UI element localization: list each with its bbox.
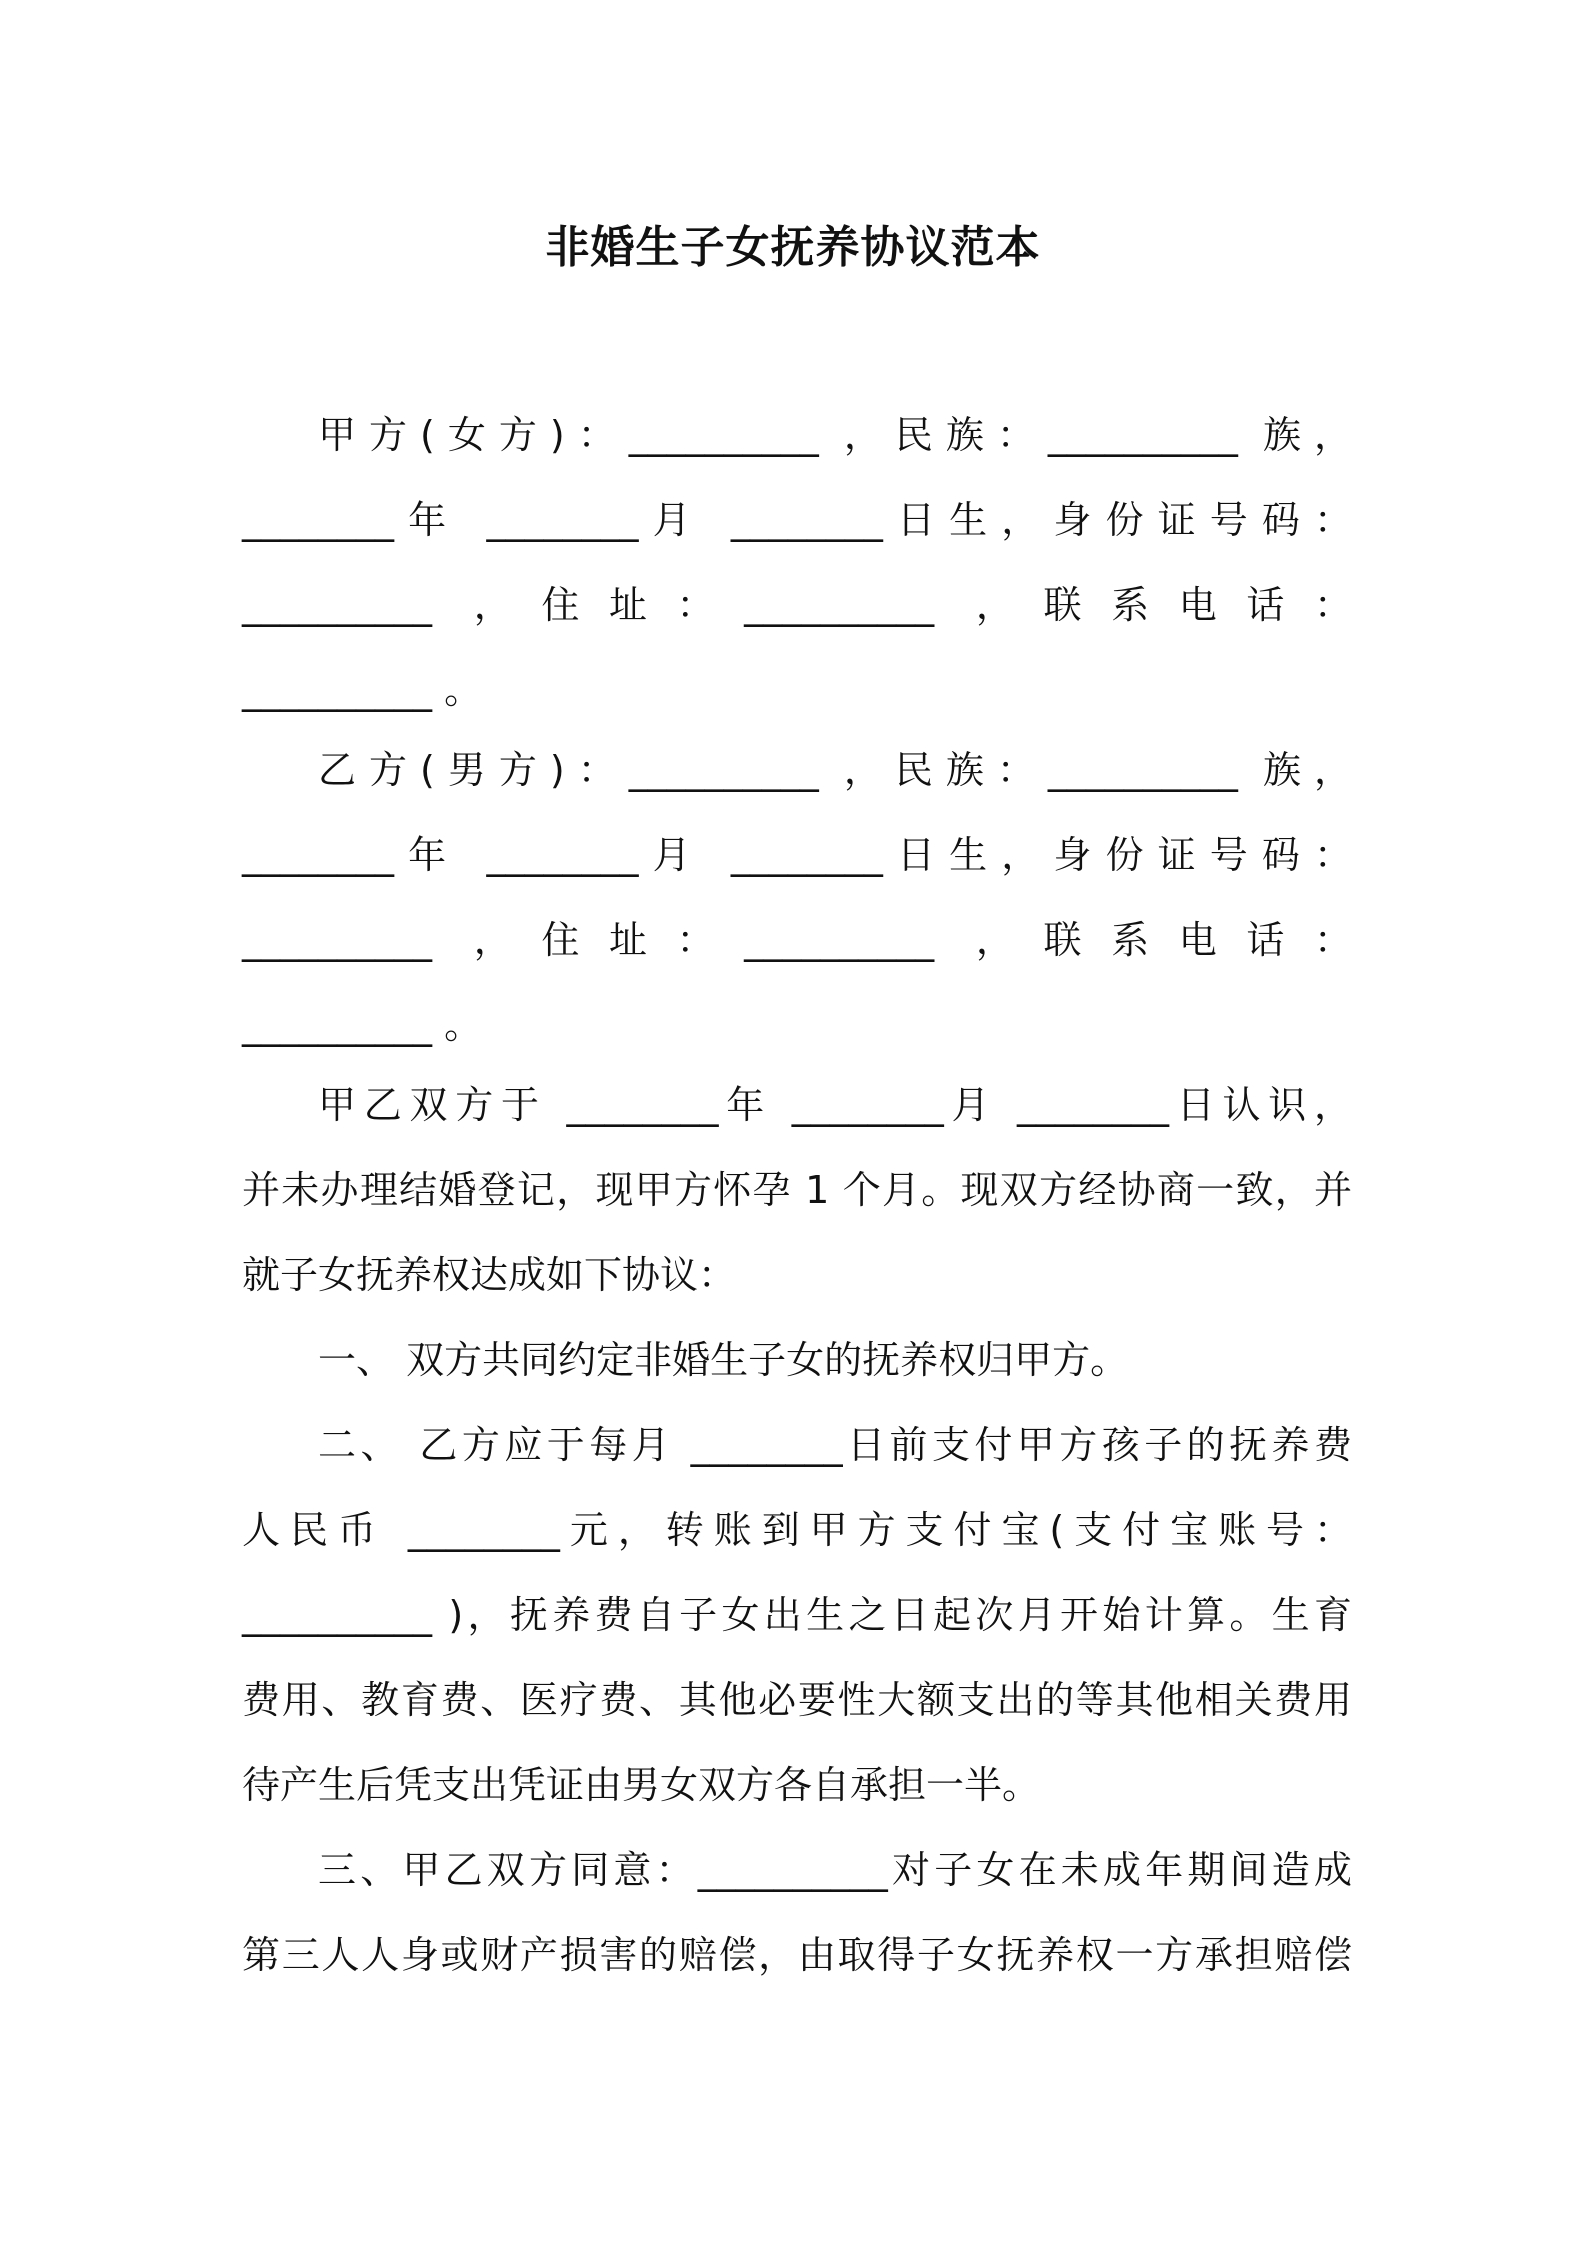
clause-2-line-5: 待产生后凭支出凭证由男女双方各自承担一半。 <box>242 1763 1041 1807</box>
clause-2-line-4: 费用、教育费、医疗费、其他必要性大额支出的等其他相关费用 <box>242 1678 1352 1722</box>
document-title: 非婚生子女抚养协议范本 <box>545 222 1041 273</box>
clause-2-line-3: __________ )，抚养费自子女出生之日起次月开始计算。生育 <box>242 1593 1352 1637</box>
party-b-line-1: 乙方(男方)：__________ ，民族：__________ 族， <box>318 748 1352 792</box>
clause-2-line-2: 人民币 ________元，转账到甲方支付宝(支付宝账号： <box>242 1508 1352 1552</box>
clause-3-line-1: 三、甲乙双方同意：__________对子女在未成年期间造成 <box>318 1848 1352 1892</box>
party-a-line-2: ________年 ________月 ________日生，身份证号码： <box>242 498 1352 542</box>
clause-3-line-2: 第三人人身或财产损害的赔偿，由取得子女抚养权一方承担赔偿 <box>242 1933 1352 1977</box>
preamble-line-2: 并未办理结婚登记，现甲方怀孕 1 个月。现双方经协商一致，并 <box>242 1168 1352 1212</box>
preamble-line-3: 就子女抚养权达成如下协议： <box>242 1253 737 1297</box>
party-b-line-3: __________ ，住址：__________ ，联系电话： <box>242 918 1352 962</box>
preamble-line-1: 甲乙双方于 ________年 ________月 ________日认识， <box>318 1083 1352 1127</box>
party-a-line-3: __________ ，住址：__________ ，联系电话： <box>242 583 1352 627</box>
party-b-line-4: __________ 。 <box>242 1003 483 1047</box>
party-b-line-2: ________年 ________月 ________日生，身份证号码： <box>242 833 1352 877</box>
clause-1-line-1: 一、 双方共同约定非婚生子女的抚养权归甲方。 <box>318 1338 1129 1382</box>
clause-2-line-1: 二、 乙方应于每月 ________日前支付甲方孩子的抚养费 <box>318 1423 1352 1467</box>
party-a-line-4: __________ 。 <box>242 668 483 712</box>
party-a-line-1: 甲方(女方)：__________ ，民族：__________ 族， <box>318 413 1352 457</box>
